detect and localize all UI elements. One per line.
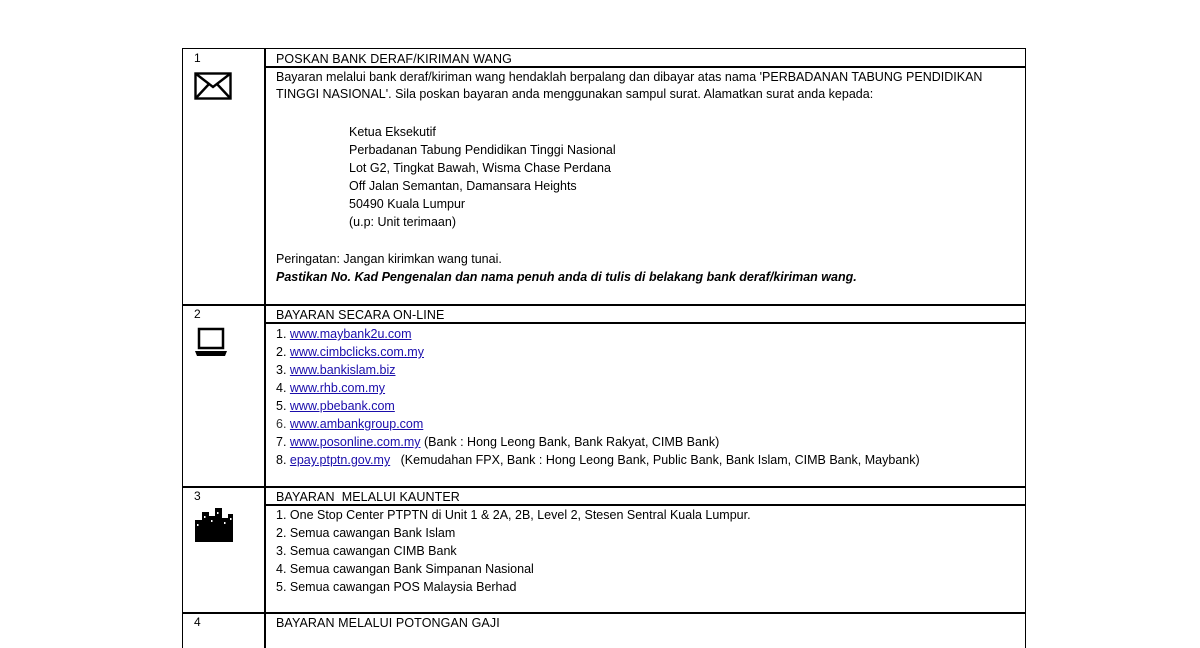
- bank-link[interactable]: www.pbebank.com: [289, 399, 395, 413]
- address-line: 50490 Kuala Lumpur: [349, 197, 466, 211]
- online-item: 6. www.ambankgroup.com: [276, 417, 424, 431]
- section-title: BAYARAN SECARA ON-LINE: [276, 308, 445, 322]
- counter-item: 4. Semua cawangan Bank Simpanan Nasional: [276, 562, 534, 576]
- address-line: Perbadanan Tabung Pendidikan Tinggi Nasional: [349, 143, 616, 157]
- counter-item: 1. One Stop Center PTPTN di Unit 1 & 2A, 2B, Level 2, Stesen Sentral Kuala Lumpur.: [276, 508, 751, 522]
- bank-link[interactable]: www.maybank2u.com: [289, 327, 412, 341]
- laptop-icon: [194, 327, 228, 359]
- online-item: 4. www.rhb.com.my: [276, 381, 386, 395]
- bank-link[interactable]: epay.ptptn.gov.my: [289, 453, 391, 467]
- online-item: 1. www.maybank2u.com: [276, 327, 412, 341]
- bank-link[interactable]: www.ambankgroup.com: [289, 417, 424, 431]
- section-number: 3: [194, 489, 201, 503]
- online-item: 3. www.bankislam.biz: [276, 363, 396, 377]
- instruction-paragraph: Bayaran melalui bank deraf/kiriman wang hendaklah berpalang dan dibayar atas nama 'PERBADANAN TABUNG PENDIDIKAN TINGGI NASIONAL'. Sila poskan bayaran anda menggunakan sampul surat. Alamatkan surat anda kepada:: [276, 70, 983, 101]
- city-buildings-icon: [194, 506, 234, 542]
- bank-link[interactable]: www.bankislam.biz: [289, 363, 396, 377]
- online-item: 7. www.posonline.com.my (Bank : Hong Leong Bank, Bank Rakyat, CIMB Bank): [276, 435, 720, 449]
- address-line: Off Jalan Semantan, Damansara Heights: [349, 179, 577, 193]
- address-line: Ketua Eksekutif: [349, 125, 436, 139]
- section-title: BAYARAN MELALUI POTONGAN GAJI: [276, 616, 500, 630]
- section-title: POSKAN BANK DERAF/KIRIMAN WANG: [276, 52, 512, 66]
- row-divider: [264, 504, 1026, 506]
- address-line: Lot G2, Tingkat Bawah, Wisma Chase Perdana: [349, 161, 611, 175]
- row-divider: [264, 66, 1026, 68]
- row-divider: [182, 486, 1026, 488]
- counter-item: 2. Semua cawangan Bank Islam: [276, 526, 456, 540]
- online-item: 5. www.pbebank.com: [276, 399, 395, 413]
- row-divider: [264, 322, 1026, 324]
- bank-link[interactable]: www.rhb.com.my: [289, 381, 386, 395]
- address-line: (u.p: Unit terimaan): [349, 215, 456, 229]
- row-divider: [182, 304, 1026, 306]
- section-number: 4: [194, 615, 201, 629]
- column-divider: [264, 48, 266, 648]
- section-title: BAYARAN MELALUI KAUNTER: [276, 490, 460, 504]
- note-text: Pastikan No. Kad Pengenalan dan nama penuh anda di tulis di belakang bank deraf/kiriman wang.: [276, 270, 857, 284]
- counter-item: 5. Semua cawangan POS Malaysia Berhad: [276, 580, 517, 594]
- counter-item: 3. Semua cawangan CIMB Bank: [276, 544, 457, 558]
- bank-link[interactable]: www.cimbclicks.com.my: [289, 345, 424, 359]
- online-item: 2. www.cimbclicks.com.my: [276, 345, 424, 359]
- row-divider: [182, 612, 1026, 614]
- bank-link[interactable]: www.posonline.com.my: [289, 435, 421, 449]
- section-number: 1: [194, 51, 201, 65]
- online-item: 8. epay.ptptn.gov.my (Kemudahan FPX, Bank : Hong Leong Bank, Public Bank, Bank Islam, CIMB Bank, Maybank): [276, 453, 920, 467]
- envelope-icon: [194, 72, 232, 100]
- section-number: 2: [194, 307, 201, 321]
- warning-text: Peringatan: Jangan kirimkan wang tunai.: [276, 252, 502, 266]
